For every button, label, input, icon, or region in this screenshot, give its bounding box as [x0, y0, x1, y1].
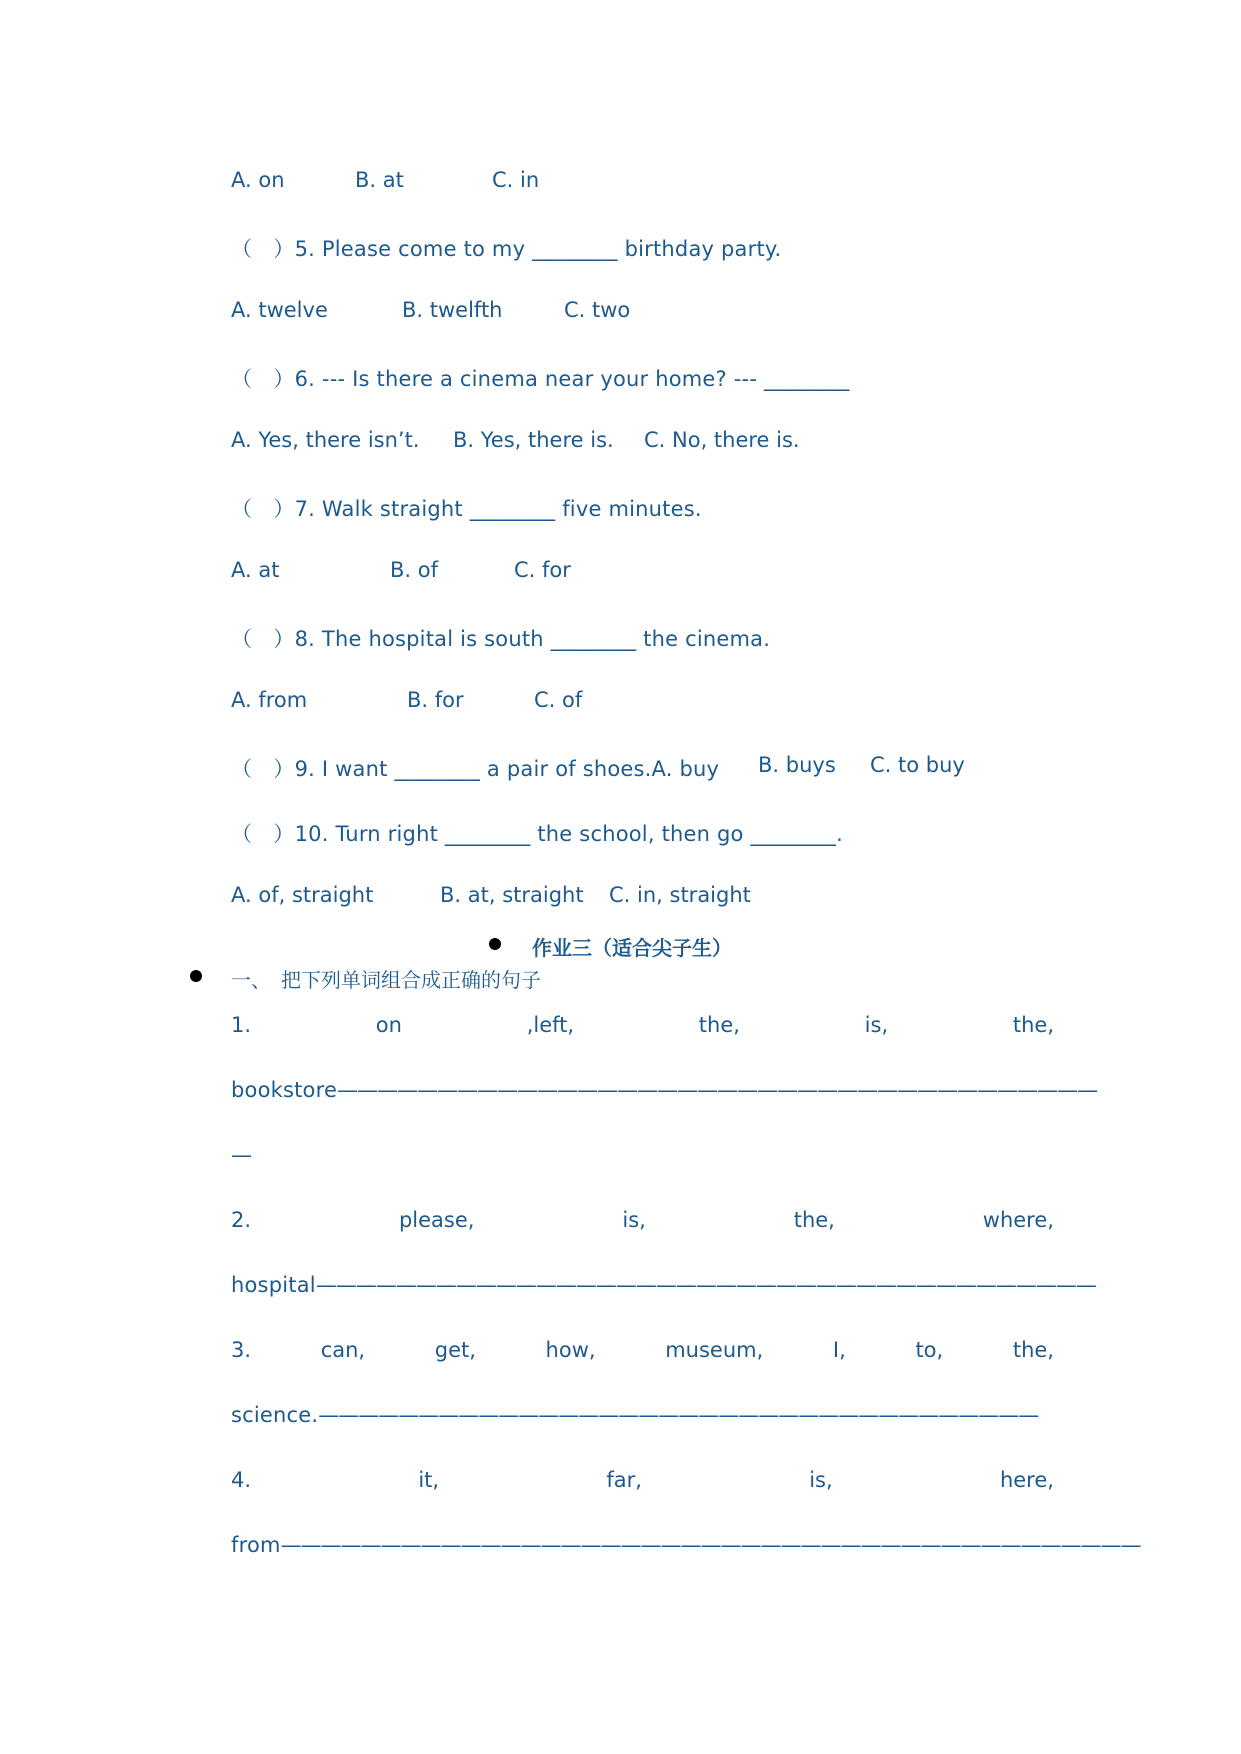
q10-option-c: C. in, straight — [609, 883, 751, 907]
sentence-3-words — [231, 1338, 1054, 1362]
sentence-2-words — [231, 1208, 1054, 1232]
word: where, — [982, 1208, 1054, 1232]
word: to, — [915, 1338, 944, 1362]
word: bookstore — [231, 1078, 338, 1102]
word: science. — [231, 1403, 319, 1427]
word: please, — [398, 1208, 475, 1232]
q6-option-a: A. Yes, there isn’t. — [231, 428, 420, 452]
sentence-2-answer-line — [231, 1273, 1096, 1297]
q5-option-a: A. twelve — [231, 298, 328, 322]
question-9: （ ）9. I want ________ a pair of shoes.A. buy — [231, 757, 720, 781]
q9-option-b: B. buys — [758, 753, 836, 777]
word: 2. — [231, 1208, 252, 1232]
word: is, — [622, 1208, 646, 1232]
answer-blank: ——————————————————————————————————————————— — [280, 1533, 1141, 1557]
q4-option-a: A. on — [231, 168, 285, 192]
q5-option-b: B. twelfth — [402, 298, 503, 322]
question-8: （ ）8. The hospital is south ________ the cinema. — [231, 627, 771, 651]
q10-option-b: B. at, straight — [440, 883, 584, 907]
word: how, — [545, 1338, 596, 1362]
answer-blank: ———————————————————————————————————— — [318, 1403, 1039, 1427]
q4-option-b: B. at — [355, 168, 404, 192]
q7-option-b: B. of — [390, 558, 438, 582]
word: hospital — [231, 1273, 316, 1297]
word: the, — [698, 1013, 740, 1037]
word: is, — [864, 1013, 889, 1037]
word: on — [375, 1013, 402, 1037]
q6-option-c: C. No, there is. — [644, 428, 800, 452]
word: the, — [793, 1208, 835, 1232]
q8-option-a: A. from — [231, 688, 308, 712]
q4-option-c: C. in — [492, 168, 540, 192]
q7-option-a: A. at — [231, 558, 280, 582]
word: ,left, — [526, 1013, 575, 1037]
word: get, — [434, 1338, 476, 1362]
q8-option-c: C. of — [534, 688, 583, 712]
q6-option-b: B. Yes, there is. — [453, 428, 614, 452]
sentence-1-answer-line-cont: — — [231, 1143, 251, 1167]
sentence-1-words — [231, 1013, 1054, 1037]
q5-option-c: C. two — [564, 298, 631, 322]
q7-option-c: C. for — [514, 558, 571, 582]
word: the, — [1012, 1338, 1054, 1362]
word: is, — [809, 1468, 833, 1492]
answer-blank: —————————————————————————————————————— — [337, 1078, 1098, 1102]
question-7: （ ）7. Walk straight ________ five minutes. — [231, 497, 702, 521]
word: 4. — [231, 1468, 252, 1492]
question-6: （ ）6. --- Is there a cinema near your home? --- ________ — [231, 367, 850, 391]
part1-title: 一、 把下列单词组合成正确的句子 — [231, 968, 541, 992]
question-10: （ ）10. Turn right ________ the school, then go ________. — [231, 822, 843, 846]
word: 1. — [231, 1013, 252, 1037]
sentence-3-answer-line — [231, 1403, 1038, 1427]
word: here, — [999, 1468, 1054, 1492]
sentence-4-answer-line — [231, 1533, 1141, 1557]
q8-option-b: B. for — [407, 688, 464, 712]
sentence-1-answer-line — [231, 1078, 1097, 1102]
word: I, — [832, 1338, 846, 1362]
word: the, — [1012, 1013, 1054, 1037]
q10-option-a: A. of, straight — [231, 883, 374, 907]
answer-blank: ——————————————————————————————————————— — [315, 1273, 1096, 1297]
word: can, — [320, 1338, 366, 1362]
part-bullet-icon — [190, 970, 202, 982]
sentence-4-words — [231, 1468, 1054, 1492]
word: from — [231, 1533, 281, 1557]
question-5: （ ）5. Please come to my ________ birthday party. — [231, 237, 782, 261]
word: museum, — [665, 1338, 764, 1362]
section-title: 作业三（适合尖子生） — [532, 936, 732, 960]
q9-option-c: C. to buy — [870, 753, 965, 777]
word: far, — [606, 1468, 642, 1492]
section-bullet-icon — [489, 938, 501, 950]
word: 3. — [231, 1338, 252, 1362]
word: it, — [418, 1468, 440, 1492]
